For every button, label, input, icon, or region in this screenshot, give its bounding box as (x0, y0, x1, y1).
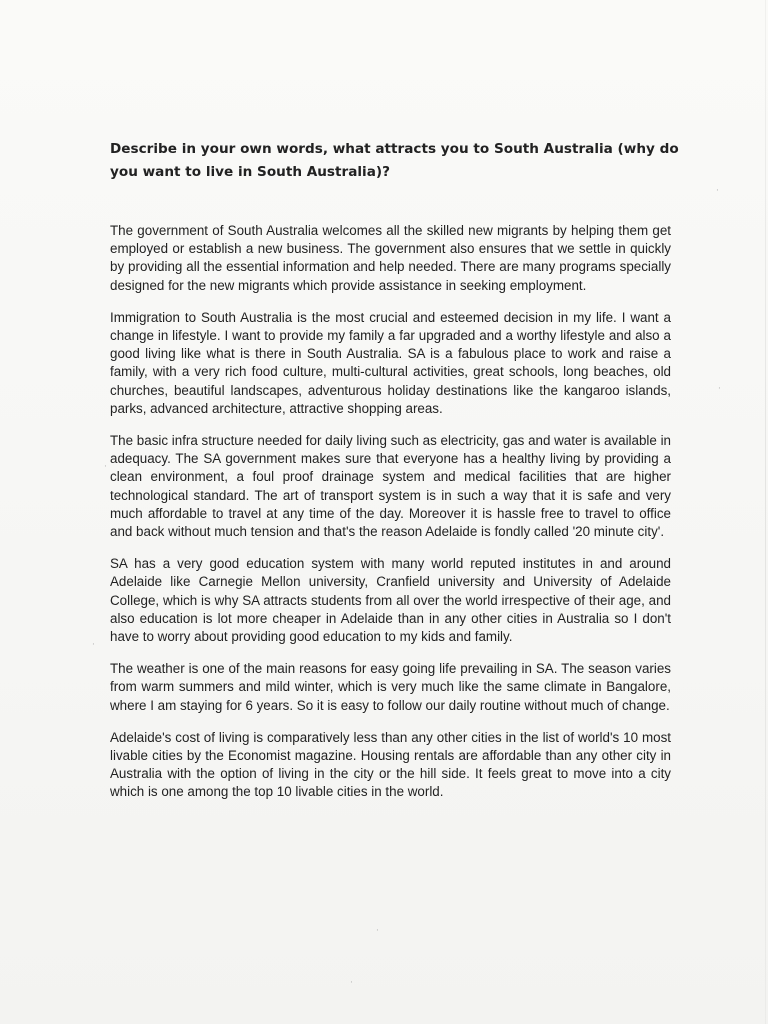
scan-speck: · (92, 640, 95, 650)
scan-speck: · (350, 978, 353, 988)
page-edge-shadow (765, 0, 766, 1024)
paragraph-weather: The weather is one of the main reasons for easy going life prevailing in SA. The season varies from warm summers and mild winter, which is very much like the same climate in Bangalore, where I am staying for 6 years. So it is easy to follow our daily routine without much of change. (110, 661, 671, 713)
paragraph-government-support: The government of South Australia welcomes all the skilled new migrants by helping them get employed or establish a new business. The government also ensures that we settle in quickly by providing all the essential information and help needed. There are many programs specially designed for the new migrants which provide assistance in seeking employment. (110, 223, 671, 293)
question-heading: Describe in your own words, what attracts you to South Australia (why do you want to live in South Australia)? (110, 141, 679, 180)
answer-body (110, 222, 671, 816)
scan-speck: · (716, 186, 719, 196)
paragraph-infrastructure: The basic infra structure needed for daily living such as electricity, gas and water is available in adequacy. The SA government makes sure that everyone has a healthy living by providing a clean environment, a foul proof drainage system and medical facilities that are higher technological standard. The art of transport system is in such a way that it is safe and very much affordable to travel at any time of the day. Moreover it is hassle free to travel to office and back without much tension and that's the reason Adelaide is fondly called '20 minute city'. (110, 433, 671, 540)
scan-speck: · (376, 926, 379, 936)
paragraph-cost-of-living: Adelaide's cost of living is comparatively less than any other cities in the list of world's 10 most livable cities by the Economist magazine. Housing rentals are affordable than any other city in Australia with the option of living in the city or the hill side. It feels great to move into a city which is one among the top 10 livable cities in the world. (110, 729, 671, 800)
paragraph-education: SA has a very good education system with many world reputed institutes in and around Adelaide like Carnegie Mellon university, Cranfield university and University of Adelaide College, which is why SA attracts students from all over the world irrespective of their age, and also education is lot more cheaper in Adelaide than in any other cities in Australia so I don't have to worry about providing good education to my kids and family. (110, 556, 671, 645)
scan-speck: · (104, 462, 107, 472)
scan-speck: · (718, 384, 721, 394)
paragraph-lifestyle: Immigration to South Australia is the most crucial and esteemed decision in my life. I want a change in lifestyle. I want to provide my family a far upgraded and a worthy lifestyle and also a good living like what is there in South Australia. SA is a fabulous place to work and raise a family, with a very rich food culture, multi-cultural activities, great schools, long beaches, old churches, beautiful landscapes, adventurous holiday destinations like the kangaroo islands, parks, advanced architecture, attractive shopping areas. (110, 309, 671, 416)
